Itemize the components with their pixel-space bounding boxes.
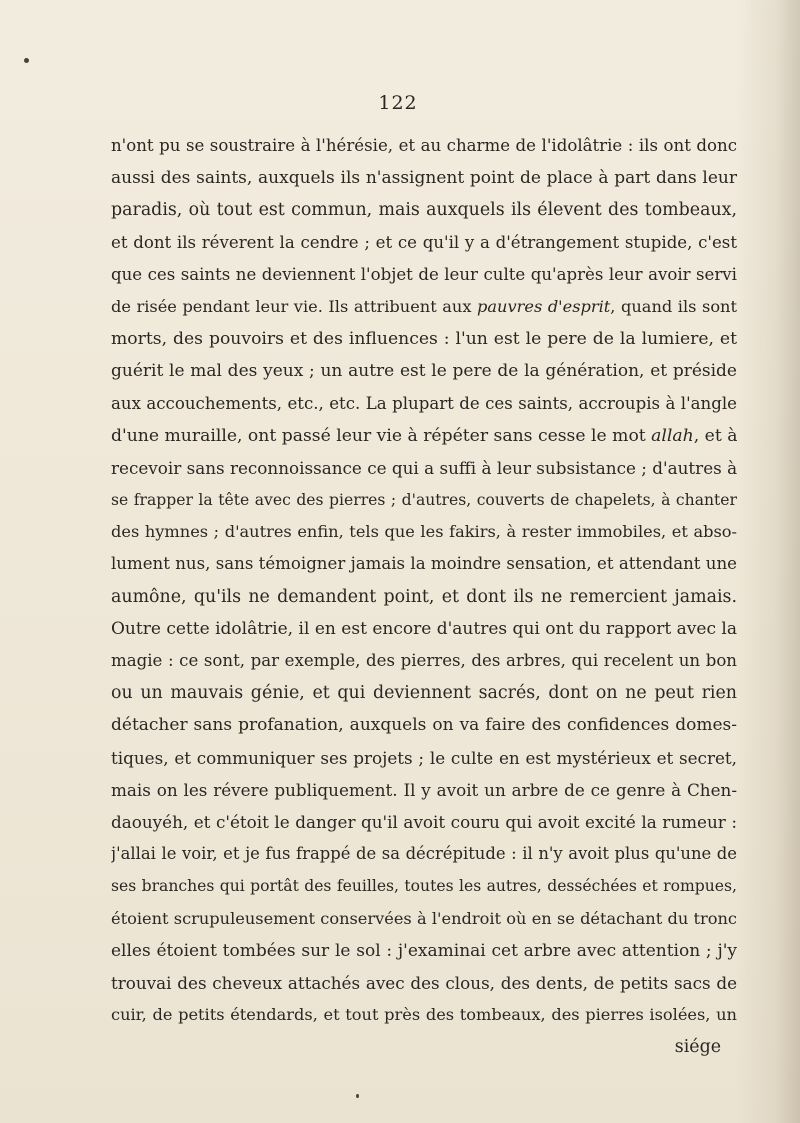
text-line [111,420,737,452]
text-line: détacher sans profanation, auxquels on va faire des confidences domes- [111,715,737,736]
text-segment: , et à [693,425,737,446]
text-line: guérit le mal des yeux ; un autre est le pere de la génération, et préside [111,361,737,382]
catchword: siége [674,1037,721,1058]
text-line: se frapper la tête avec des pierres ; d'autres, couverts de chapelets, à chanter [111,491,737,510]
text-line: des hymnes ; d'autres enfin, tels que les fakirs, à rester immobiles, et abso- [111,522,737,542]
text-line [111,291,737,323]
text-line: magie : ce sont, par exemple, des pierres, des arbres, qui recelent un bon [111,651,737,670]
text-line: j'allai le voir, et je fus frappé de sa décrépitude : il n'y avoit plus qu'une de [111,844,737,864]
text-line: tiques, et communiquer ses projets ; le culte en est mystérieux et secret, [111,747,737,768]
text-line: ses branches qui portât des feuilles, toutes les autres, desséchées et rompues, [111,877,737,896]
text-line: morts, des pouvoirs et des influences : l'un est le pere de la lumiere, et [111,329,737,350]
body-text [111,130,737,1063]
text-line: trouvai des cheveux attachés avec des clous, des dents, de petits sacs de [111,972,737,993]
text-line: n'ont pu se soustraire à l'hérésie, et au charme de l'idolâtrie : ils ont donc [111,136,737,155]
text-line: elles étoient tombées sur le sol : j'examinai cet arbre avec attention ; j'y [111,940,737,961]
text-line: aumône, qu'ils ne demandent point, et dont ils ne remercient jamais. [111,586,737,607]
text-line: et dont ils réverent la cendre ; et ce qu'il y a d'étrangement stupide, c'est [111,232,737,252]
text-segment: , quand ils sont [610,296,737,316]
text-line: aux accouchements, etc., etc. La plupart de ces saints, accroupis à l'angle [111,393,737,413]
text-line: étoient scrupuleusement conservées à l'endroit où en se détachant du tronc [111,908,737,928]
text-line: Outre cette idolâtrie, il en est encore d'autres qui ont du rapport avec la [111,618,737,639]
text-line: aussi des saints, auxquels ils n'assignent point de place à part dans leur [111,168,737,189]
ink-speck [24,58,29,63]
text-line: cuir, de petits étendards, et tout près des tombeaux, des pierres isolées, un [111,1005,737,1025]
text-line: ou un mauvais génie, et qui deviennent sacrés, dont on ne peut rien [111,683,737,704]
text-segment: de risée pendant leur vie. Ils attribuent aux [111,296,478,316]
text-line: que ces saints ne deviennent l'objet de leur culte qu'après leur avoir servi [111,264,737,284]
italic-word: allah [651,425,694,446]
text-line: lument nus, sans témoigner jamais la moindre sensation, et attendant une [111,554,737,574]
text-segment: d'une muraille, ont passé leur vie à répéter sans cesse le mot [111,425,652,446]
ink-speck [356,1094,359,1098]
text-line: mais on les révere publiquement. Il y avoit un arbre de ce genre à Chen- [111,779,737,800]
text-line: paradis, où tout est commun, mais auxquels ils élevent des tombeaux, [111,200,737,221]
page-number: 122 [378,92,418,114]
text-line: recevoir sans reconnoissance ce qui a suffi à leur subsistance ; d'autres à [111,457,737,478]
text-line: daouyéh, et c'étoit le danger qu'il avoit couru qui avoit excité la rumeur : [111,811,737,832]
italic-phrase: pauvres d'esprit [477,296,611,316]
